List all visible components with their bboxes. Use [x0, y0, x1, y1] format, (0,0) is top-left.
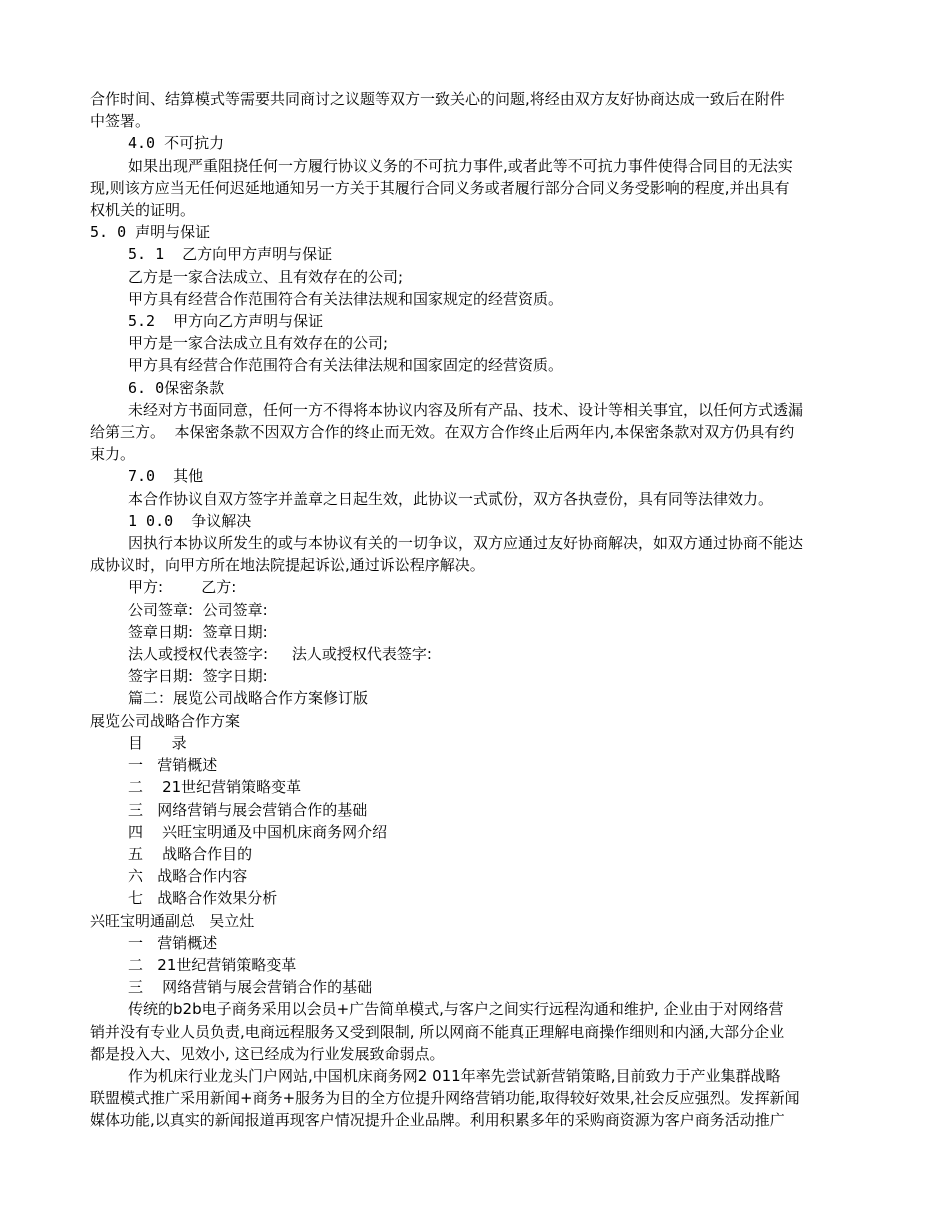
paragraph-line: 成协议时，向甲方所在地法院提起诉讼,通过诉讼程序解决。: [90, 556, 485, 575]
signature-line: 签章日期: 签章日期:: [128, 622, 268, 641]
paragraph-line: 权机关的证明。: [90, 201, 196, 220]
section-heading: 5. 0 声明与保证: [90, 223, 211, 242]
paragraph-line: 如果出现严重阻挠任何一方履行协议义务的不可抗力事件,或者此等不可抗力事件使得合同目的无法实: [128, 156, 793, 175]
paragraph-line: 甲方具有经营合作范围符合有关法律法规和国家规定的经营资质。: [128, 289, 564, 308]
paragraph-line: 乙方是一家合法成立、且有效存在的公司;: [128, 267, 404, 286]
signature-line: 甲方: 乙方:: [128, 578, 237, 597]
section-heading: 二 21世纪营销策略变革: [128, 955, 297, 974]
paragraph-line: 甲方是一家合法成立且有效存在的公司;: [128, 334, 389, 353]
subsection-heading: 5. 1 乙方向甲方声明与保证: [128, 245, 333, 264]
paragraph-line: 中签署。: [90, 112, 151, 131]
section-heading: 6. 0保密条款: [128, 378, 225, 397]
subsection-heading: 5.2 甲方向乙方声明与保证: [128, 312, 324, 331]
paragraph-line: 给第三方。 本保密条款不因双方合作的终止而无效。在双方合作终止后两年内,本保密条款对双方仍具有约: [90, 423, 795, 442]
toc-item: 五 战略合作目的: [128, 844, 253, 863]
signature-line: 公司签章: 公司签章:: [128, 600, 268, 619]
paragraph-line: 未经对方书面同意，任何一方不得将本协议内容及所有产品、技术、设计等相关事宜，以任何方式透漏: [128, 400, 804, 419]
toc-item: 三 网络营销与展会营销合作的基础: [128, 800, 368, 819]
paragraph-line: 都是投入大、见效小, 这已经成为行业发展致命弱点。: [90, 1044, 445, 1063]
paragraph-line: 作为机床行业龙头门户网站,中国机床商务网2 011年率先尝试新营销策略,目前致力于产业集群战略: [128, 1066, 781, 1085]
section-heading: 1 0.0 争议解决: [128, 511, 252, 530]
paragraph-line: 因执行本协议所发生的或与本协议有关的一切争议，双方应通过友好协商解决，如双方通过协商不能达: [128, 534, 804, 553]
signature-line: 法人或授权代表签字: 法人或授权代表签字:: [128, 645, 432, 664]
paragraph-line: 传统的b2b电子商务采用以会员+广告简单模式,与客户之间实行远程沟通和维护, 企业由于对网络营: [128, 1000, 784, 1019]
toc-item: 二 21世纪营销策略变革: [128, 778, 302, 797]
toc-item: 一 营销概述: [128, 756, 218, 775]
paragraph-line: 销并没有专业人员负责,电商远程服务又受到限制, 所以网商不能真正理解电商操作细则和内涵,大部分企业: [90, 1022, 785, 1041]
section-heading: 4.0 不可抗力: [128, 134, 225, 153]
toc-item: 七 战略合作效果分析: [128, 889, 278, 908]
paragraph-line: 甲方具有经营合作范围符合有关法律法规和国家固定的经营资质。: [128, 356, 564, 375]
author-line: 兴旺宝明通副总 吴立灶: [90, 911, 255, 930]
part-heading: 篇二：展览公司战略合作方案修订版: [128, 689, 369, 708]
section-heading: 7.0 其他: [128, 467, 204, 486]
document-body: [90, 88, 860, 1132]
toc-item: 六 战略合作内容: [128, 867, 248, 886]
document-title: 展览公司战略合作方案: [90, 711, 241, 730]
paragraph-line: 本合作协议自双方签字并盖章之日起生效，此协议一式贰份，双方各执壹份，具有同等法律效力。: [128, 489, 774, 508]
toc-heading: 目 录: [128, 733, 187, 752]
paragraph-line: 联盟模式推广采用新闻+商务+服务为目的全方位提升网络营销功能,取得较好效果,社会反应强烈。发挥新闻: [90, 1089, 800, 1108]
paragraph-line: 媒体功能,以真实的新闻报道再现客户情况提升企业品牌。利用积累多年的采购商资源为客户商务活动推广: [90, 1111, 785, 1130]
signature-line: 签字日期: 签字日期:: [128, 667, 268, 686]
toc-item: 四 兴旺宝明通及中国机床商务网介绍: [128, 822, 388, 841]
paragraph-line: 现,则该方应当无任何迟延地通知另一方关于其履行合同义务或者履行部分合同义务受影响的程度,并出具有: [90, 178, 790, 197]
paragraph-line: 束力。: [90, 445, 136, 464]
paragraph-line: 合作时间、结算模式等需要共同商讨之议题等双方一致关心的问题,将经由双方友好协商达成一致后在附件: [90, 90, 785, 108]
section-heading: 一 营销概述: [128, 933, 218, 952]
section-heading: 三 网络营销与展会营销合作的基础: [128, 978, 373, 997]
